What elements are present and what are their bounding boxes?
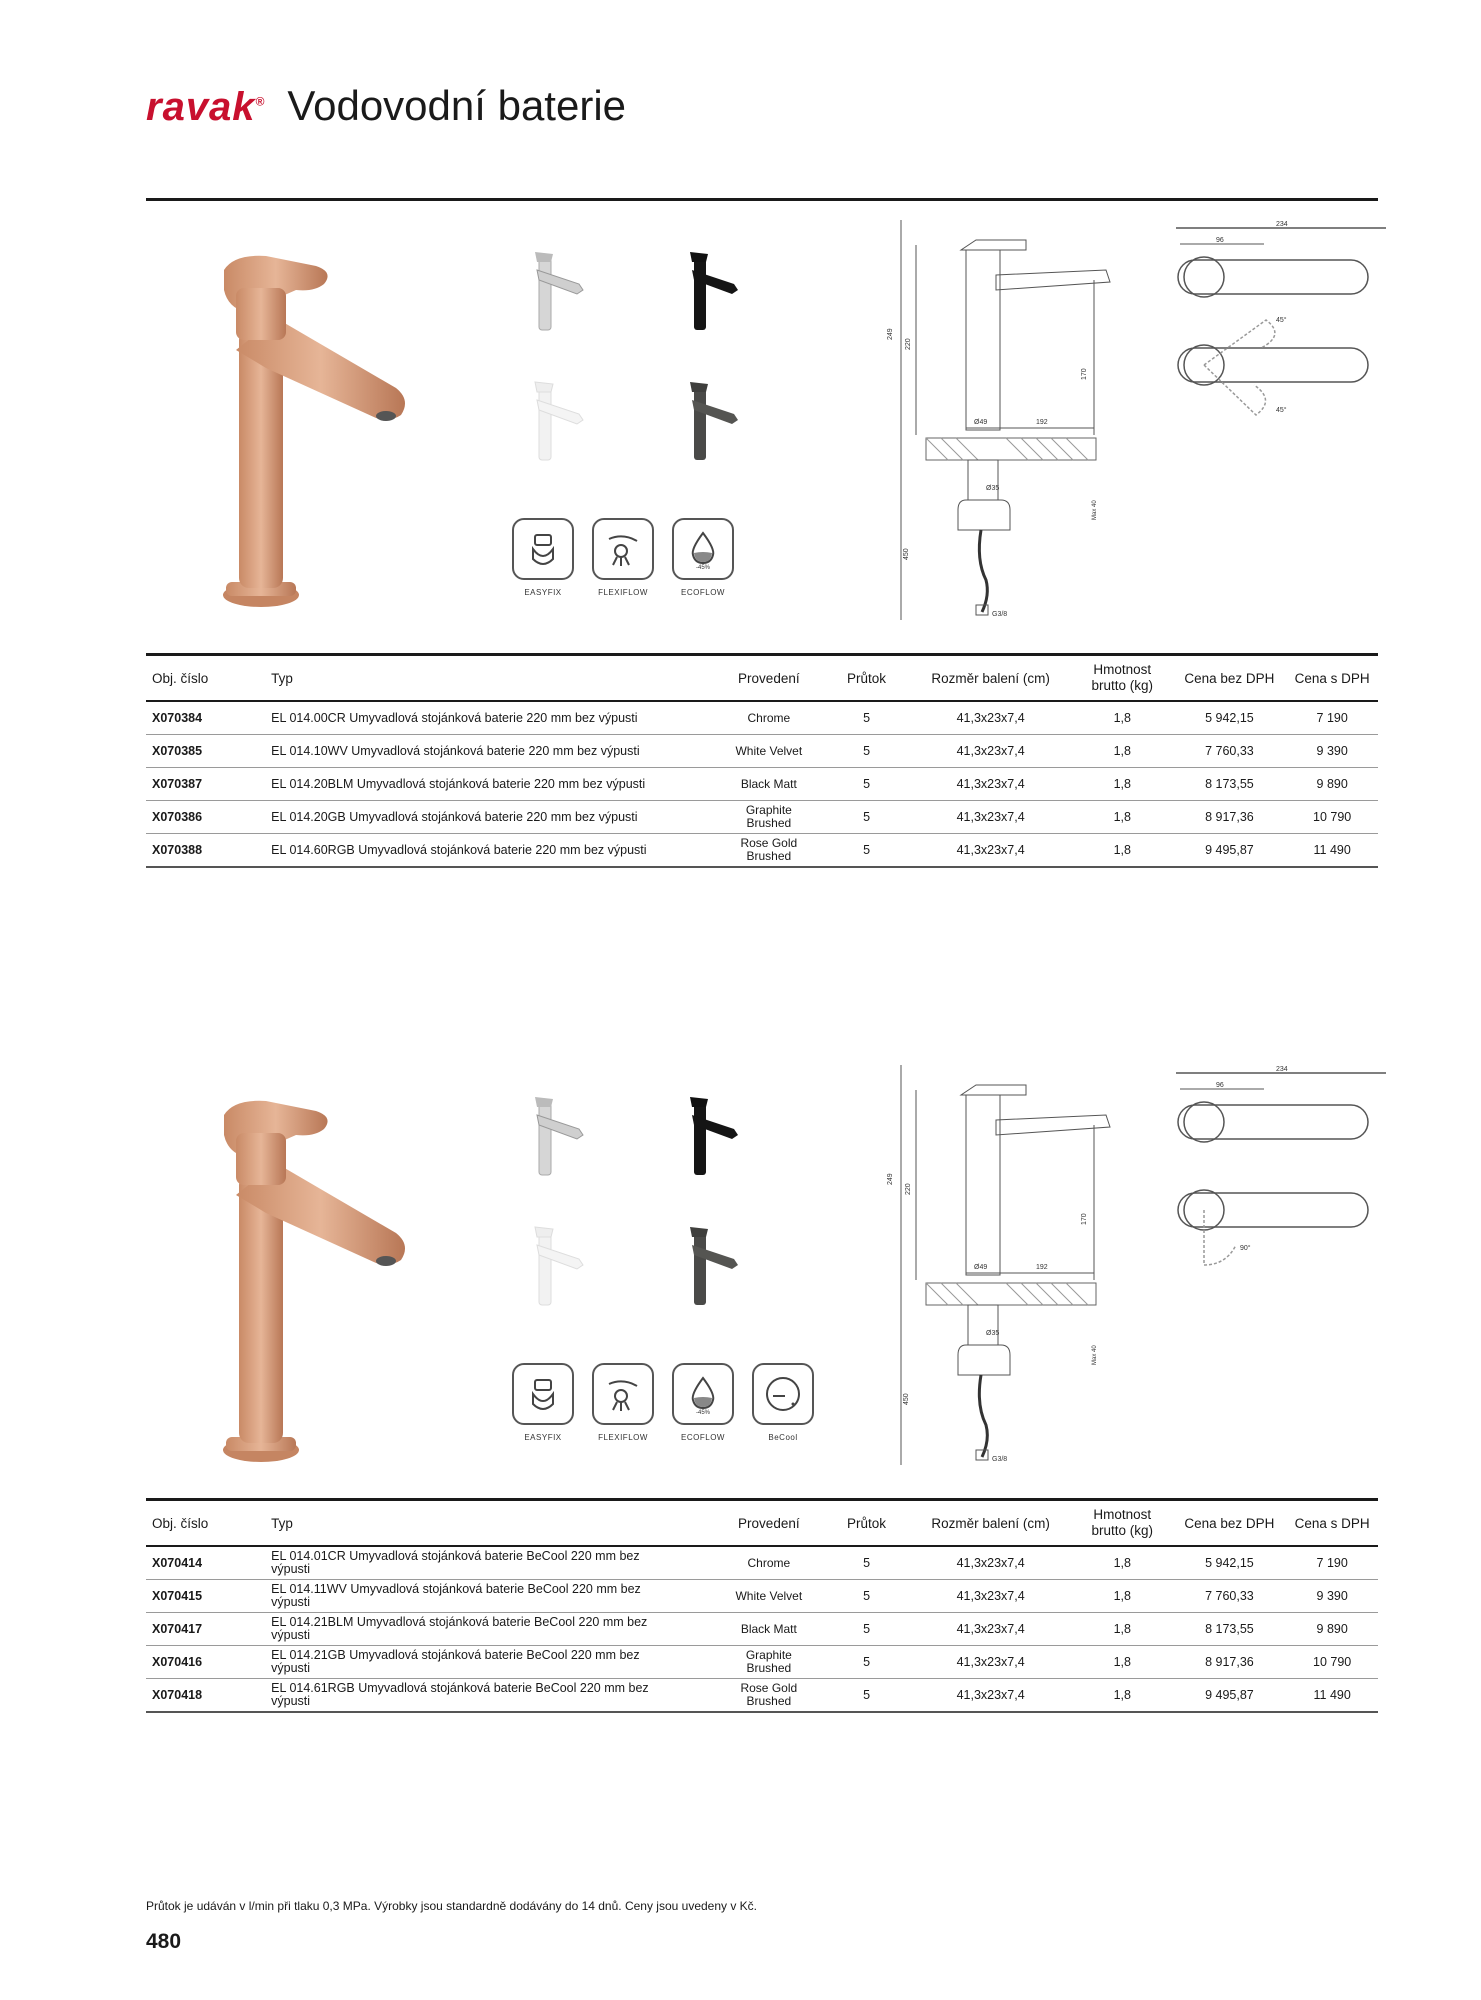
white-variant bbox=[535, 1227, 583, 1305]
col-typ: Typ bbox=[271, 1515, 293, 1531]
page-header bbox=[146, 82, 626, 130]
water-drop-icon bbox=[683, 1374, 723, 1414]
product-table-2 bbox=[146, 1498, 1378, 1713]
hero-faucet-image bbox=[206, 1085, 446, 1465]
technical-drawing-top bbox=[1176, 220, 1386, 440]
svg-text:G3/8: G3/8 bbox=[992, 611, 1008, 618]
table-row: X070388 EL 014.60RGB Umyvadlová stojánková baterie 220 mm bez výpusti Rose Gold Brushed 5 41,3x23x7,4 1,8 9 495,87 11 490 bbox=[146, 834, 1378, 868]
table-row: X070384 EL 014.00CR Umyvadlová stojánková baterie 220 mm bez výpusti Chrome 5 41,3x23x7,4 1,8 5 942,15 7 190 bbox=[146, 701, 1378, 735]
svg-text:96: 96 bbox=[1216, 1082, 1224, 1089]
table-row: X070386 EL 014.20GB Umyvadlová stojánková baterie 220 mm bez výpusti Graphite Brushed 5 41,3x23x7,4 1,8 8 917,36 10 790 bbox=[146, 801, 1378, 834]
svg-text:220: 220 bbox=[905, 338, 912, 350]
easyfix-icon bbox=[523, 529, 563, 569]
table-header-row bbox=[146, 1500, 1378, 1547]
svg-text:170: 170 bbox=[1081, 368, 1088, 380]
col-rozmer: Rozměr balení (cm) bbox=[931, 670, 1050, 686]
footnote: Průtok je udáván v l/min při tlaku 0,3 MPa. Výrobky jsou standardně dodávány do 14 dnů. Ceny jsou uvedeny v Kč. bbox=[146, 1899, 758, 1913]
svg-text:234: 234 bbox=[1276, 221, 1288, 228]
svg-text:234: 234 bbox=[1276, 1066, 1288, 1073]
svg-text:450: 450 bbox=[903, 548, 910, 560]
col-hmotnost: Hmotnost brutto (kg) bbox=[1091, 1507, 1154, 1538]
svg-text:45°: 45° bbox=[1276, 407, 1287, 414]
flexiflow-icon bbox=[603, 1374, 643, 1414]
feature-ecoflow: -45% ECOFLOW bbox=[672, 1363, 734, 1442]
feature-easyfix: EASYFIX bbox=[512, 518, 574, 597]
technical-drawing-side bbox=[886, 1065, 1136, 1465]
chrome-variant bbox=[535, 252, 583, 330]
col-provedeni: Provedení bbox=[738, 670, 800, 686]
table-row: X070416 EL 014.21GB Umyvadlová stojánková baterie BeCool 220 mm bez výpusti Graphite Brushed 5 41,3x23x7,4 1,8 8 917,36 10 790 bbox=[146, 1646, 1378, 1679]
table-row: X070418 EL 014.61RGB Umyvadlová stojánková baterie BeCool 220 mm bez výpusti Rose Gold Brushed 5 41,3x23x7,4 1,8 9 495,87 11 490 bbox=[146, 1679, 1378, 1713]
svg-text:Ø49: Ø49 bbox=[974, 1264, 988, 1271]
feature-easyfix: EASYFIX bbox=[512, 1363, 574, 1442]
svg-text:220: 220 bbox=[905, 1183, 912, 1195]
svg-text:249: 249 bbox=[887, 328, 894, 340]
svg-text:Ø35: Ø35 bbox=[986, 485, 1000, 492]
feature-flexiflow: FLEXIFLOW bbox=[592, 518, 654, 597]
page-title: Vodovodní baterie bbox=[287, 82, 627, 129]
svg-text:Ø49: Ø49 bbox=[974, 419, 988, 426]
col-cena-bez-dph: Cena bez DPH bbox=[1184, 1515, 1275, 1531]
col-provedeni: Provedení bbox=[738, 1515, 800, 1531]
table-row: X070414 EL 014.01CR Umyvadlová stojánková baterie BeCool 220 mm bez výpusti Chrome 5 41,3x23x7,4 1,8 5 942,15 7 190 bbox=[146, 1546, 1378, 1580]
col-cena-s-dph: Cena s DPH bbox=[1294, 1515, 1370, 1531]
brand-logo: ravak® bbox=[146, 85, 266, 129]
svg-text:Max 40: Max 40 bbox=[1092, 500, 1098, 520]
col-rozmer: Rozměr balení (cm) bbox=[931, 1515, 1050, 1531]
product-section-1 bbox=[146, 200, 1378, 880]
feature-badges bbox=[512, 518, 734, 597]
table-row: X070415 EL 014.11WV Umyvadlová stojánková baterie BeCool 220 mm bez výpusti White Velvet 5 41,3x23x7,4 1,8 7 760,33 9 390 bbox=[146, 1580, 1378, 1613]
svg-text:90°: 90° bbox=[1240, 1245, 1251, 1252]
table-row: X070385 EL 014.10WV Umyvadlová stojánková baterie 220 mm bez výpusti White Velvet 5 41,3x23x7,4 1,8 7 760,33 9 390 bbox=[146, 735, 1378, 768]
table-row: X070387 EL 014.20BLM Umyvadlová stojánková baterie 220 mm bez výpusti Black Matt 5 41,3x23x7,4 1,8 8 173,55 9 890 bbox=[146, 768, 1378, 801]
svg-text:192: 192 bbox=[1036, 419, 1048, 426]
finish-variants-image bbox=[516, 1085, 796, 1355]
feature-becool: BeCool bbox=[752, 1363, 814, 1442]
black-variant bbox=[690, 1097, 738, 1175]
svg-text:Max 40: Max 40 bbox=[1092, 1345, 1098, 1365]
svg-text:-45%: -45% bbox=[695, 565, 711, 569]
svg-text:-45%: -45% bbox=[695, 1410, 711, 1414]
col-cena-bez-dph: Cena bez DPH bbox=[1184, 670, 1275, 686]
page-number: 480 bbox=[146, 1930, 182, 1953]
hero-faucet-image bbox=[206, 240, 446, 620]
feature-badges bbox=[512, 1363, 814, 1442]
svg-text:G3/8: G3/8 bbox=[992, 1456, 1008, 1463]
finish-variants-image bbox=[516, 240, 796, 510]
col-prutok: Průtok bbox=[847, 670, 887, 686]
becool-icon bbox=[763, 1374, 803, 1414]
svg-text:96: 96 bbox=[1216, 237, 1224, 244]
svg-text:Ø35: Ø35 bbox=[986, 1330, 1000, 1337]
product-section-2 bbox=[146, 1045, 1378, 1725]
col-typ: Typ bbox=[271, 670, 293, 686]
col-obj: Obj. číslo bbox=[152, 670, 209, 686]
svg-text:45°: 45° bbox=[1276, 317, 1287, 324]
easyfix-icon bbox=[523, 1374, 563, 1414]
technical-drawing-top bbox=[1176, 1065, 1386, 1285]
col-obj: Obj. číslo bbox=[152, 1515, 209, 1531]
product-table-1 bbox=[146, 653, 1378, 868]
white-variant bbox=[535, 382, 583, 460]
water-drop-icon bbox=[683, 529, 723, 569]
svg-text:450: 450 bbox=[903, 1393, 910, 1405]
svg-text:249: 249 bbox=[887, 1173, 894, 1185]
feature-ecoflow: -45% ECOFLOW bbox=[672, 518, 734, 597]
flexiflow-icon bbox=[603, 529, 643, 569]
black-variant bbox=[690, 252, 738, 330]
table-header-row bbox=[146, 655, 1378, 702]
col-hmotnost: Hmotnost brutto (kg) bbox=[1091, 662, 1154, 693]
chrome-variant bbox=[535, 1097, 583, 1175]
svg-text:192: 192 bbox=[1036, 1264, 1048, 1271]
table-row: X070417 EL 014.21BLM Umyvadlová stojánková baterie BeCool 220 mm bez výpusti Black Matt 5 41,3x23x7,4 1,8 8 173,55 9 890 bbox=[146, 1613, 1378, 1646]
col-prutok: Průtok bbox=[847, 1515, 887, 1531]
graphite-variant bbox=[690, 1227, 738, 1305]
technical-drawing-side bbox=[886, 220, 1136, 620]
graphite-variant bbox=[690, 382, 738, 460]
svg-text:170: 170 bbox=[1081, 1213, 1088, 1225]
col-cena-s-dph: Cena s DPH bbox=[1294, 670, 1370, 686]
feature-flexiflow: FLEXIFLOW bbox=[592, 1363, 654, 1442]
